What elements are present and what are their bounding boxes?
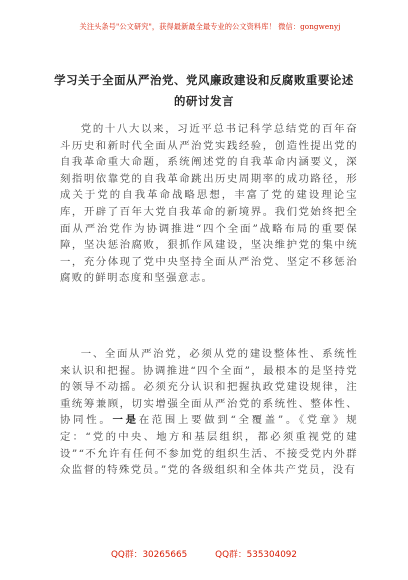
qq-group-footer: QQ群：30265665 QQ群：535304092 — [111, 550, 297, 560]
paragraph-2-intro: 一、全面从严治党，必须从党的建设整体性、系统性来认识和把握。协调推进“四个全面”，最根本的是坚持党的领导不动摇。必须充分认识和把握执政党建设规律，注重统筹兼顾，切实增强全面从严治党的系统性、整体性、协同性。 — [60, 348, 358, 427]
paragraph-2-emphasis: 一是 — [112, 414, 139, 427]
paragraph-1: 党的十八大以来，习近平总书记科学总结党的百年奋斗历史和新时代全面从严治党实践经验，创造性提出党的自我革命重大命题，系统阐述党的自我革命内涵要义，深刻指明依靠党的自我革命跳出历史周期率的成功路径，形成关于党的自我革命战略思想，丰富了党的建设理论宝库，开辟了百年大党自我革命的新境界。我们党始终把全面从严治党作为协调推进“四个全面”战略布局的重要保障，坚决惩治腐败，狠抓作风建设，坚决维护党的集中统一，充分体现了党中央坚持全面从严治党、坚定不移惩治腐败的鲜明态度和坚强意志。 — [60, 123, 358, 285]
paragraph-2-rest: 在范围上要做到“全覆盖”。《党章》规定：“党的中央、地方和基层组织，都必须重视党的建设”“不允许有任何不参加党的组织生活、不接受党内外群众监督的特殊党员。”党的各级组织和全体共产党员，没有 — [60, 414, 358, 477]
paragraph-2 — [60, 346, 358, 479]
document-title — [48, 70, 360, 112]
promo-banner: 关注头条号"公文研究"，获得最新最全最专业的公文资料库！ 微信：gongwenyj — [79, 22, 341, 31]
title-line-1: 学习关于全面从严治党、党风廉政建设和反腐败重要论述 — [54, 73, 354, 87]
title-line-2: 的研讨发言 — [174, 94, 234, 108]
